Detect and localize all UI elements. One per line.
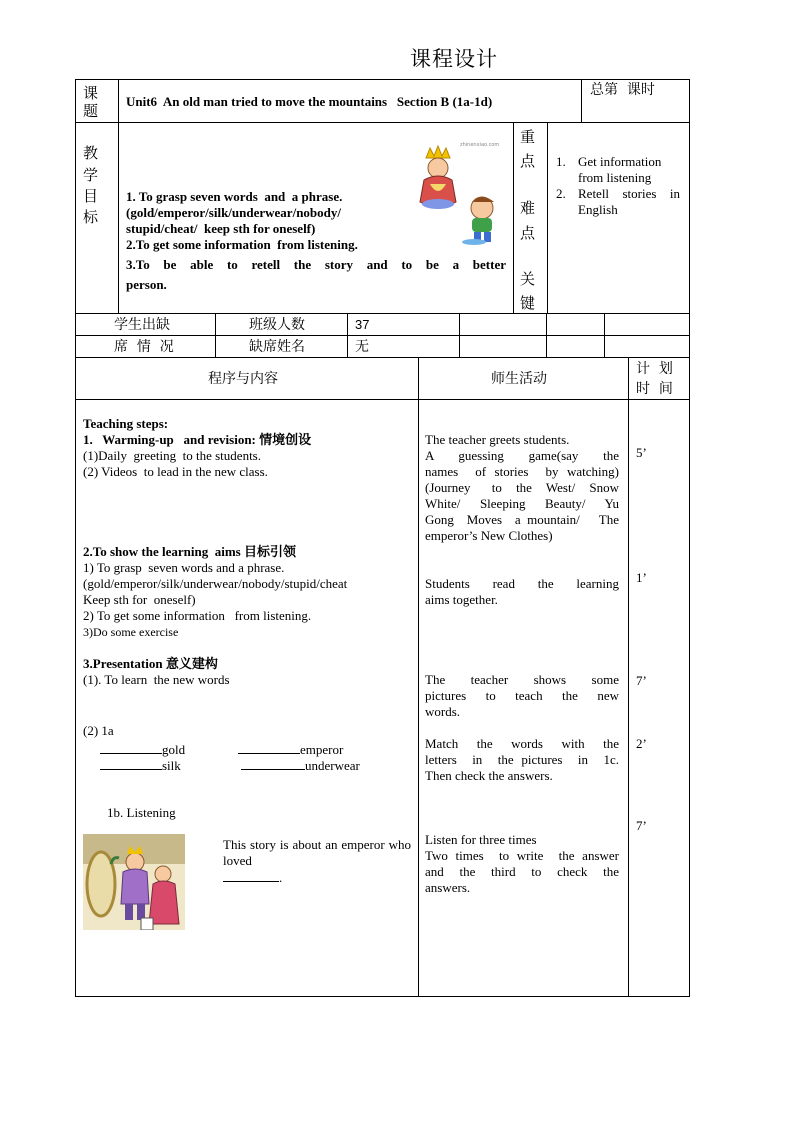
match-item: emperor: [238, 741, 343, 758]
image-watermark: zhinenxiao.com: [460, 142, 500, 148]
page-title: 课程设计: [410, 47, 498, 71]
step-line: (1)Daily greeting to the students.: [83, 448, 261, 463]
objective-line: stupid/cheat/ keep sth for oneself): [126, 221, 316, 236]
match-item: gold: [100, 741, 185, 758]
activities-header: 师生活动: [491, 371, 547, 387]
time-value: 7’: [636, 818, 647, 833]
table-border: [75, 399, 690, 400]
procedure-header: 程序与内容: [208, 371, 278, 387]
absent-value: 无: [355, 339, 369, 355]
match-item: silk: [100, 757, 181, 774]
time-value: 1’: [636, 570, 647, 585]
king-and-boy-icon: [412, 140, 510, 248]
topic-label: 课: [83, 84, 99, 102]
steps-heading: Teaching steps:: [83, 416, 169, 431]
table-border: [547, 122, 548, 314]
objective-line: 1. To grasp seven words and a phrase.: [126, 189, 343, 204]
step-line: (2) Videos to lead in the new class.: [83, 464, 268, 479]
step-line: (2) 1a: [83, 723, 114, 738]
table-border: [689, 79, 690, 997]
table-border: [75, 79, 690, 80]
table-border: [604, 313, 605, 358]
topic-label: 题: [83, 102, 99, 120]
step-title: 3.Presentation 意义建构: [83, 656, 218, 672]
step-line: (gold/emperor/silk/underwear/nobody/stupid/cheat: [83, 576, 348, 591]
attendance-label: 席 情 况: [114, 339, 174, 355]
table-border: [75, 335, 690, 336]
emperor-picture-icon: [83, 834, 185, 930]
objective-line: (gold/emperor/silk/underwear/nobody/: [126, 205, 341, 220]
table-border: [347, 313, 348, 358]
step-title: 1. Warming-up and revision: 情境创设: [83, 432, 312, 448]
objective-line: 3.To be able to retell the story and to be a better: [126, 257, 506, 272]
time-header: 时 间: [636, 381, 673, 397]
table-border: [546, 313, 547, 358]
step-line: 3)Do some exercise: [83, 625, 179, 639]
step-line: 2) To get some information from listening.: [83, 608, 312, 623]
period-label: 总第 课时: [590, 82, 655, 98]
time-value: 2’: [636, 736, 647, 751]
step-line: Keep sth for oneself): [83, 592, 196, 607]
table-border: [75, 122, 690, 123]
class-size-value: 37: [355, 317, 370, 332]
story-picture: [83, 834, 185, 930]
time-value: 5’: [636, 445, 647, 460]
story-sentence: This story is about an emperor who loved: [223, 837, 411, 868]
table-border: [75, 357, 690, 358]
step-title: 2.To show the learning aims 目标引领: [83, 544, 296, 560]
cartoon-illustration: [412, 140, 510, 248]
table-border: [75, 313, 690, 314]
match-item: underwear: [241, 757, 360, 774]
table-border: [581, 79, 582, 123]
objective-line: person.: [126, 277, 167, 292]
table-border: [628, 357, 629, 997]
table-border: [118, 79, 119, 314]
table-border: [215, 313, 216, 358]
time-value: 7’: [636, 673, 647, 688]
step-line: 1) To grasp seven words and a phrase.: [83, 560, 285, 575]
absent-label: 缺席姓名: [249, 339, 305, 355]
table-border: [75, 996, 690, 997]
attendance-label: 学生出缺: [114, 317, 170, 333]
table-border: [459, 313, 460, 358]
class-size-label: 班级人数: [249, 317, 305, 333]
story-blank: .: [223, 869, 282, 886]
table-border: [513, 122, 514, 314]
listening-label: 1b. Listening: [107, 805, 176, 820]
table-border: [418, 357, 419, 997]
lesson-topic: Unit6 An old man tried to move the mountains Section B (1a-1d): [126, 94, 493, 109]
table-border: [75, 79, 76, 997]
step-line: (1). To learn the new words: [83, 672, 230, 687]
objective-line: 2.To get some information from listening.: [126, 237, 358, 252]
time-header: 计 划: [636, 361, 673, 377]
